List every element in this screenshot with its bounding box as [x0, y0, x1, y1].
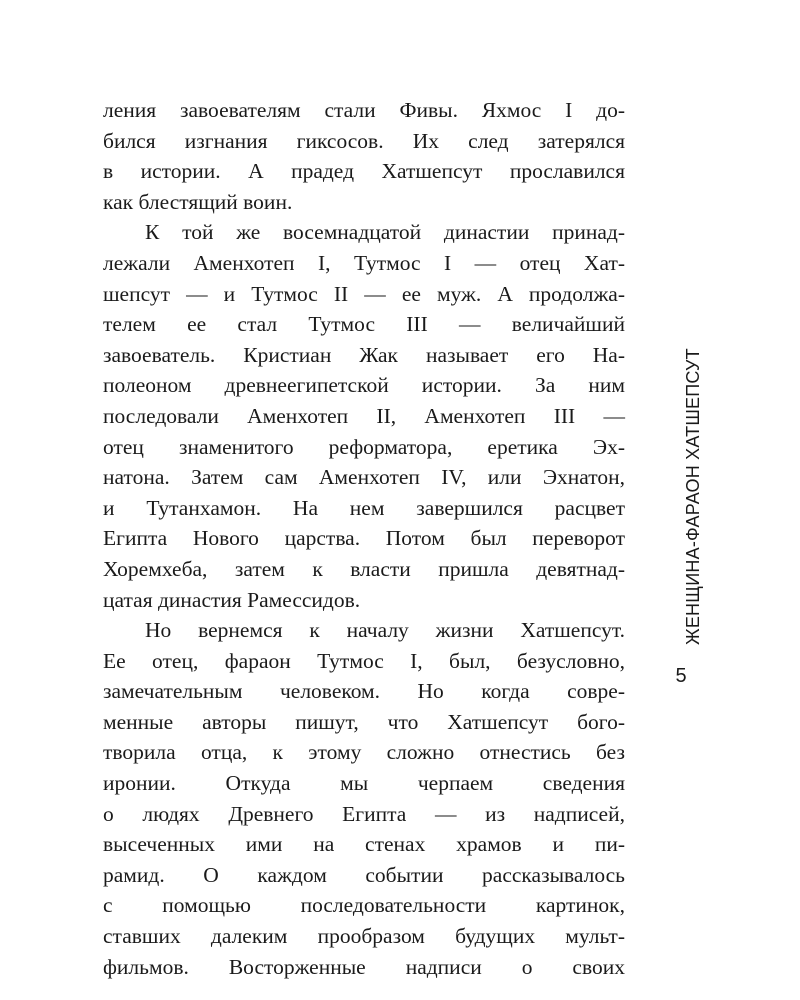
- text-line: менные авторы пишут, что Хатшепсут бого-: [103, 709, 625, 734]
- text-line: Ее отец, фараон Тутмос I, был, безусловно,: [103, 648, 625, 673]
- text-line: замечательным человеком. Но когда совре-: [103, 679, 625, 704]
- text-line: отец знаменитого реформатора, еретика Эх-: [103, 434, 625, 459]
- text-line: иронии. Откуда мы черпаем сведения: [103, 771, 625, 796]
- running-head: ЖЕНЩИНА-ФАРАОН ХАТШЕПСУТ: [683, 348, 703, 645]
- text-line: Но вернемся к началу жизни Хатшепсут.: [145, 618, 625, 643]
- text-line: рамид. О каждом событии рассказывалось: [103, 862, 625, 887]
- text-line: и Тутанхамон. На нем завершился расцвет: [103, 495, 625, 520]
- page-number: 5: [675, 665, 687, 687]
- text-line: как блестящий воин.: [103, 189, 293, 214]
- text-line: творила отца, к этому сложно отнестись без: [103, 740, 625, 765]
- text-line: фильмов. Восторженные надписи о своих: [103, 954, 625, 979]
- page-body-text: [103, 95, 625, 982]
- text-line: Египта Нового царства. Потом был переворот: [103, 526, 625, 551]
- text-line: о людях Древнего Египта — из надписей,: [103, 801, 625, 826]
- text-line: К той же восемнадцатой династии принад-: [145, 220, 625, 245]
- text-line: ления завоевателям стали Фивы. Яхмос I до-: [103, 98, 625, 122]
- text-line: цатая династия Рамессидов.: [103, 587, 361, 612]
- paragraph-3: [103, 615, 625, 982]
- text-line: последовали Аменхотеп II, Аменхотеп III —: [103, 403, 625, 428]
- paragraph-2: [103, 217, 625, 615]
- text-line: телем ее стал Тутмос III — величайший: [103, 312, 625, 337]
- text-line: натона. Затем сам Аменхотеп IV, или Эхнатон,: [103, 465, 625, 490]
- text-line: Хоремхеба, затем к власти пришла девятнад-: [103, 556, 625, 581]
- text-line: шепсут — и Тутмос II — ее муж. А продолжа-: [103, 281, 625, 306]
- text-line: бился изгнания гиксосов. Их след затерялся: [103, 128, 625, 153]
- text-line: полеоном древнеегипетской истории. За ним: [103, 373, 625, 398]
- text-line: лежали Аменхотеп I, Тутмос I — отец Хат-: [103, 250, 625, 275]
- text-line: с помощью последовательности картинок,: [103, 893, 625, 918]
- paragraph-1: [103, 95, 625, 217]
- text-line: высеченных ими на стенах храмов и пи-: [103, 832, 625, 857]
- text-line: ставших далеким прообразом будущих мульт-: [103, 924, 625, 949]
- text-line: завоеватель. Кристиан Жак называет его На-: [103, 342, 625, 367]
- text-line: в истории. А прадед Хатшепсут прославился: [103, 159, 625, 184]
